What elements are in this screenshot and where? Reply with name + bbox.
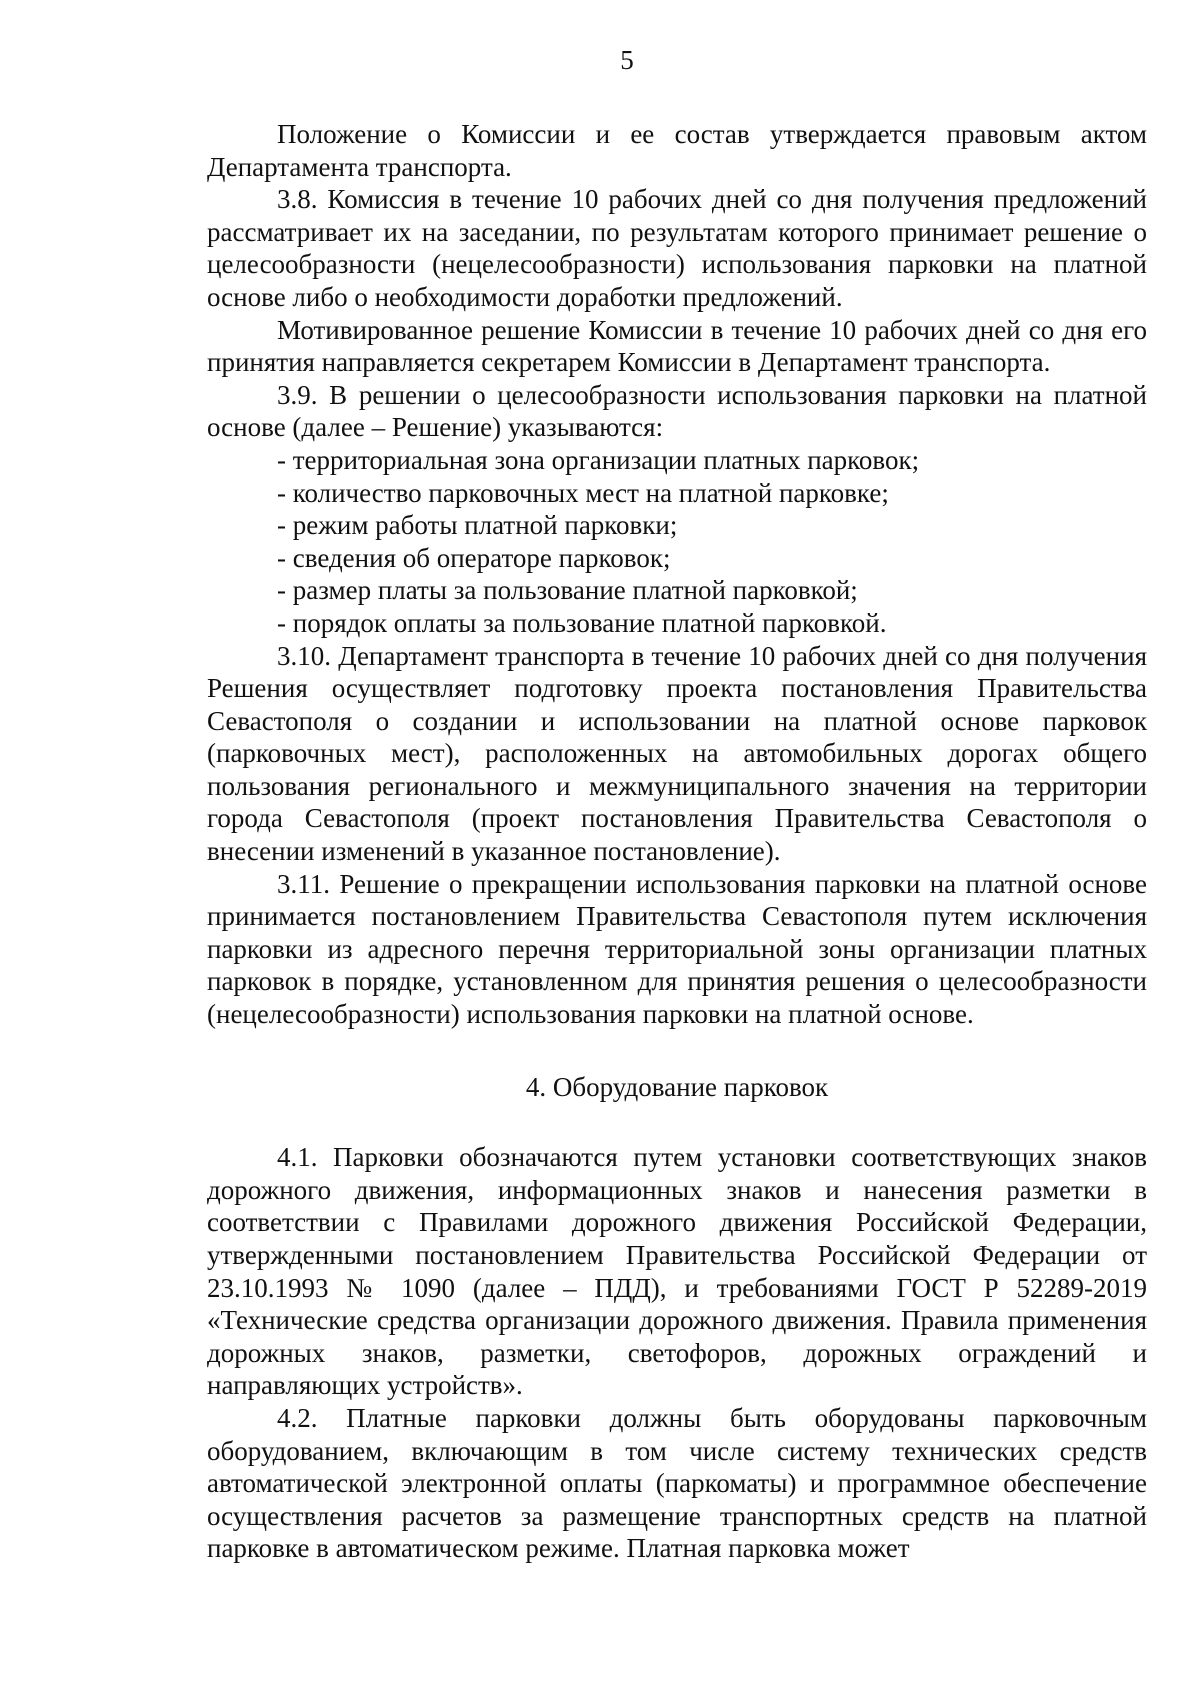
list-item: - количество парковочных мест на платной парковке;	[277, 477, 889, 508]
paragraph-3-10: 3.10. Департамент транспорта в течение 10 рабочих дней со дня получения Решения осуществляет подготовку проекта постановления Правительства Севастополя о создании и использовании на платной основе парковок (парковочных мест), расположенных на автомобильных дорогах общего пользования регионального и межмуниципального значения на территории города Севастополя (проект постановления Правительства Севастополя о внесении изменений в указанное постановление).	[207, 640, 1147, 867]
paragraph-3-9: 3.9. В решении о целесообразности использования парковки на платной основе (далее – Решение) указываются:	[207, 379, 1147, 443]
paragraph-4-1: 4.1. Парковки обозначаются путем установки соответствующих знаков дорожного движения, информационных знаков и нанесения разметки в соответствии с Правилами дорожного движения Российской Федерации, утвержденными постановлением Правительства Российской Федерации от 23.10.1993 № 1090 (далее – ПДД), и требованиями ГОСТ Р 52289-2019 «Технические средства организации дорожного движения. Правила применения дорожных знаков, разметки, светофоров, дорожных ограждений и направляющих устройств».	[207, 1142, 1147, 1401]
list-item: - размер платы за пользование платной парковкой;	[277, 575, 858, 606]
paragraph-motivated-decision: Мотивированное решение Комиссии в течение 10 рабочих дней со дня его принятия направляется секретарем Комиссии в Департамент транспорта.	[207, 314, 1147, 378]
list-item: - территориальная зона организации платных парковок;	[277, 444, 920, 475]
list-item: - порядок оплаты за пользование платной парковкой.	[277, 607, 887, 638]
paragraph-3-8: 3.8. Комиссия в течение 10 рабочих дней со дня получения предложений рассматривает их на заседании, по результатам которого принимает решение о целесообразности (нецелесообразности) использования парковки на платной основе либо о необходимости доработки предложений.	[207, 184, 1147, 312]
paragraph-3-11: 3.11. Решение о прекращении использования парковки на платной основе принимается постановлением Правительства Севастополя путем исключения парковки из адресного перечня территориальной зоны организации платных парковок в порядке, установленном для принятия решения о целесообразности (нецелесообразности) использования парковки на платной основе.	[207, 868, 1147, 1030]
paragraph-4-2: 4.2. Платные парковки должны быть оборудованы парковочным оборудованием, включающим в том числе систему технических средств автоматической электронной оплаты (паркоматы) и программное обеспечение осуществления расчетов за размещение транспортных средств на платной парковке в автоматическом режиме. Платная парковка может	[207, 1402, 1147, 1564]
section-4-heading: 4. Оборудование парковок	[525, 1071, 829, 1102]
document-body	[207, 118, 1147, 1565]
list-item: - режим работы платной парковки;	[277, 510, 678, 541]
page-number: 5	[620, 45, 634, 75]
list-item: - сведения об операторе парковок;	[277, 542, 671, 573]
paragraph-commission-regulation: Положение о Комиссии и ее состав утверждается правовым актом Департамента транспорта.	[207, 119, 1147, 182]
